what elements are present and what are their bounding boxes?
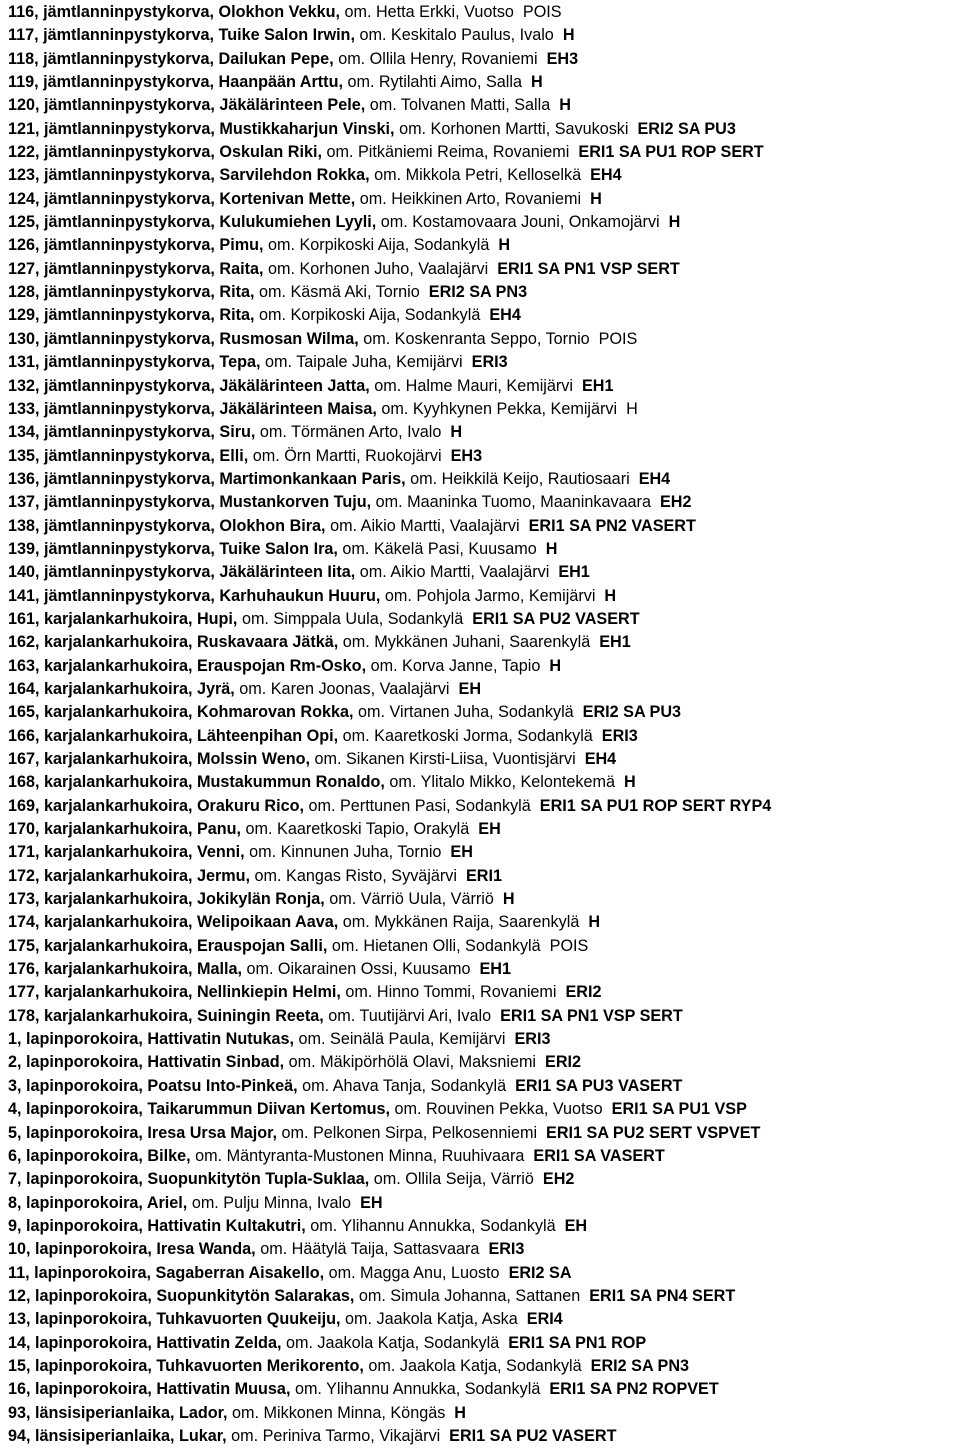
- owner-info: om. Rouvinen Pekka, Vuotso: [394, 1100, 603, 1119]
- award-result: ERI1 SA PU1 VSP: [611, 1100, 747, 1119]
- dog-entry: 137, jämtlanninpystykorva, Mustankorven Tuju,: [8, 493, 372, 512]
- list-item: [8, 1285, 960, 1308]
- owner-info: om. Örn Martti, Ruokojärvi: [252, 446, 442, 465]
- list-item: [8, 771, 960, 794]
- award-result: H: [604, 586, 617, 605]
- dog-entry: 168, karjalankarhukoira, Mustakummun Ronaldo,: [8, 773, 385, 792]
- list-item: [8, 818, 960, 841]
- award-result: H: [562, 26, 575, 45]
- award-result: POIS: [549, 936, 589, 955]
- award-result: POIS: [598, 329, 638, 348]
- owner-info: om. Halme Mauri, Kemijärvi: [374, 376, 573, 395]
- dog-entry: 170, karjalankarhukoira, Panu,: [8, 820, 242, 839]
- owner-info: om. Kostamovaara Jouni, Onkamojärvi: [380, 213, 660, 232]
- award-result: EH: [458, 679, 482, 698]
- owner-info: om. Ollila Seija, Värriö: [373, 1170, 534, 1189]
- dog-entry: 165, karjalankarhukoira, Kohmarovan Rokka,: [8, 703, 354, 722]
- list-item: [8, 841, 960, 864]
- dog-entry: 138, jämtlanninpystykorva, Olokhon Bira,: [8, 516, 326, 535]
- list-item: [8, 1262, 960, 1285]
- owner-info: om. Korpikoski Aija, Sodankylä: [268, 236, 490, 255]
- award-result: ERI3: [601, 726, 638, 745]
- award-result: H: [549, 656, 562, 675]
- owner-info: om. Pulju Minna, Ivalo: [191, 1193, 352, 1212]
- owner-info: om. Hinno Tommi, Rovaniemi: [345, 983, 557, 1002]
- list-item: [8, 1238, 960, 1261]
- owner-info: om. Aikio Martti, Vaalajärvi: [359, 563, 550, 582]
- dog-entry: 5, lapinporokoira, Iresa Ursa Major,: [8, 1123, 277, 1142]
- dog-entry: 124, jämtlanninpystykorva, Kortenivan Mette,: [8, 189, 356, 208]
- dog-entry: 9, lapinporokoira, Hattivatin Kultakutri,: [8, 1216, 306, 1235]
- owner-info: om. Koskenranta Seppo, Tornio: [363, 329, 590, 348]
- owner-info: om. Jaakola Katja, Sodankylä: [285, 1333, 500, 1352]
- list-item: [8, 328, 960, 351]
- award-result: EH2: [542, 1170, 575, 1189]
- list-item: [8, 655, 960, 678]
- owner-info: om. Kaaretkoski Jorma, Sodankylä: [342, 726, 593, 745]
- dog-entry: 6, lapinporokoira, Bilke,: [8, 1146, 191, 1165]
- owner-info: om. Häätylä Taija, Sattasvaara: [260, 1240, 480, 1259]
- award-result: H: [623, 773, 636, 792]
- dog-entry: 128, jämtlanninpystykorva, Rita,: [8, 283, 255, 302]
- list-item: [8, 1425, 960, 1448]
- award-result: H: [498, 236, 511, 255]
- owner-info: om. Seinälä Paula, Kemijärvi: [298, 1030, 506, 1049]
- owner-info: om. Ylihannu Annukka, Sodankylä: [310, 1216, 556, 1235]
- award-result: EH: [450, 843, 473, 862]
- list-item: [8, 1355, 960, 1378]
- list-item: [8, 304, 960, 327]
- owner-info: om. Korpikoski Aija, Sodankylä: [259, 306, 481, 325]
- list-item: [8, 445, 960, 468]
- award-result: EH: [564, 1216, 588, 1235]
- award-result: H: [590, 189, 602, 208]
- award-result: EH1: [479, 960, 511, 979]
- owner-info: om. Simula Johanna, Sattanen: [358, 1286, 581, 1305]
- dog-entry: 140, jämtlanninpystykorva, Jäkälärinteen Iita,: [8, 563, 356, 582]
- dog-entry: 161, karjalankarhukoira, Hupi,: [8, 609, 238, 628]
- owner-info: om. Simppala Uula, Sodankylä: [241, 609, 464, 628]
- dog-entry: 126, jämtlanninpystykorva, Pimu,: [8, 236, 264, 255]
- owner-info: om. Ollila Henry, Rovaniemi: [338, 49, 538, 68]
- award-result: ERI2: [545, 1053, 582, 1072]
- list-item: [8, 234, 960, 257]
- award-result: H: [588, 913, 601, 932]
- list-item: [8, 421, 960, 444]
- list-item: [8, 1332, 960, 1355]
- dog-entry: 94, länsisiperianlaika, Lukar,: [8, 1426, 227, 1445]
- list-item: [8, 865, 960, 888]
- list-item: [8, 1122, 960, 1145]
- award-result: ERI1 SA PU3 VASERT: [515, 1076, 683, 1095]
- owner-info: om. Kaaretkoski Tapio, Orakylä: [245, 820, 470, 839]
- dog-entry: 7, lapinporokoira, Suopunkitytön Tupla-Suklaa,: [8, 1170, 370, 1189]
- list-item: [8, 1192, 960, 1215]
- owner-info: om. Käkelä Pasi, Kuusamo: [342, 539, 537, 558]
- owner-info: om. Heikkinen Arto, Rovaniemi: [359, 189, 582, 208]
- list-item: [8, 188, 960, 211]
- list-item: [8, 164, 960, 187]
- dog-entry: 127, jämtlanninpystykorva, Raita,: [8, 259, 264, 278]
- dog-entry: 134, jämtlanninpystykorva, Siru,: [8, 423, 256, 442]
- award-result: ERI2 SA PU3: [582, 703, 682, 722]
- award-result: EH1: [558, 563, 590, 582]
- dog-entry: 175, karjalankarhukoira, Erauspojan Salli,: [8, 936, 328, 955]
- list-item: [8, 1005, 960, 1028]
- list-item: [8, 701, 960, 724]
- owner-info: om. Mykkänen Raija, Saarenkylä: [342, 913, 580, 932]
- owner-info: om. Aikio Martti, Vaalajärvi: [330, 516, 520, 535]
- list-item: [8, 351, 960, 374]
- list-item: [8, 141, 960, 164]
- dog-entry: 120, jämtlanninpystykorva, Jäkälärinteen Pele,: [8, 96, 366, 115]
- award-result: ERI3: [471, 353, 508, 372]
- award-result: POIS: [522, 3, 562, 21]
- award-result: ERI3: [514, 1030, 551, 1049]
- owner-info: om. Magga Anu, Luosto: [328, 1263, 500, 1282]
- dog-entry: 173, karjalankarhukoira, Jokikylän Ronja,: [8, 890, 325, 909]
- owner-info: om. Mikkola Petri, Kelloselkä: [374, 166, 582, 185]
- award-result: ERI1: [465, 866, 502, 885]
- list-item: [8, 48, 960, 71]
- dog-entry: 177, karjalankarhukoira, Nellinkiepin Helmi,: [8, 983, 341, 1002]
- dog-entry: 129, jämtlanninpystykorva, Rita,: [8, 306, 255, 325]
- dog-entry: 93, länsisiperianlaika, Lador,: [8, 1403, 228, 1422]
- owner-info: om. Tuutijärvi Ari, Ivalo: [328, 1006, 492, 1025]
- owner-info: om. Kinnunen Juha, Tornio: [249, 843, 442, 862]
- award-result: EH: [478, 820, 501, 839]
- list-item: [8, 1402, 960, 1425]
- owner-info: om. Mäkipörhölä Olavi, Maksniemi: [288, 1053, 537, 1072]
- award-result: H: [502, 890, 515, 909]
- award-result: EH3: [546, 49, 579, 68]
- dog-entry: 141, jämtlanninpystykorva, Karhuhaukun Huuru,: [8, 586, 381, 605]
- dog-entry: 12, lapinporokoira, Suopunkitytön Salarakas,: [8, 1286, 355, 1305]
- owner-info: om. Pelkonen Sirpa, Pelkosenniemi: [281, 1123, 538, 1142]
- list-item: [8, 585, 960, 608]
- dog-entry: 1, lapinporokoira, Hattivatin Nutukas,: [8, 1030, 295, 1049]
- list-item: [8, 725, 960, 748]
- dog-entry: 164, karjalankarhukoira, Jyrä,: [8, 679, 235, 698]
- owner-info: om. Jaakola Katja, Sodankylä: [368, 1356, 582, 1375]
- award-result: ERI2 SA PN3: [590, 1356, 690, 1375]
- dog-entry: 116, jämtlanninpystykorva, Olokhon Vekku,: [8, 3, 340, 21]
- owner-info: om. Mykkänen Juhani, Saarenkylä: [342, 633, 591, 652]
- dog-entry: 169, karjalankarhukoira, Orakuru Rico,: [8, 796, 305, 815]
- dog-entry: 16, lapinporokoira, Hattivatin Muusa,: [8, 1380, 291, 1399]
- award-result: H: [450, 423, 463, 442]
- dog-entry: 178, karjalankarhukoira, Suiningin Reeta,: [8, 1006, 324, 1025]
- owner-info: om. Rytilahti Aimo, Salla: [347, 73, 522, 92]
- list-item: [8, 468, 960, 491]
- award-result: EH1: [599, 633, 631, 652]
- dog-entry: 11, lapinporokoira, Sagaberran Aisakello,: [8, 1263, 325, 1282]
- award-result: H: [545, 539, 558, 558]
- list-item: [8, 1308, 960, 1331]
- owner-info: om. Ahava Tanja, Sodankylä: [302, 1076, 507, 1095]
- dog-entry: 167, karjalankarhukoira, Molssin Weno,: [8, 750, 310, 768]
- dog-entry: 15, lapinporokoira, Tuhkavuorten Merikorento,: [8, 1356, 364, 1375]
- dog-entry: 172, karjalankarhukoira, Jermu,: [8, 866, 251, 885]
- award-result: ERI1 SA PU2 VASERT: [449, 1426, 617, 1445]
- award-result: ERI3: [488, 1240, 525, 1259]
- list-item: [8, 981, 960, 1004]
- dog-entry: 118, jämtlanninpystykorva, Dailukan Pepe,: [8, 49, 334, 68]
- owner-info: om. Ylihannu Annukka, Sodankylä: [294, 1380, 541, 1399]
- award-result: EH4: [489, 306, 521, 325]
- dog-entry: 125, jämtlanninpystykorva, Kulukumiehen Lyyli,: [8, 213, 377, 232]
- list-item: [8, 748, 960, 771]
- award-result: ERI1 SA PN1 VSP SERT: [497, 259, 680, 278]
- owner-info: om. Jaakola Katja, Aska: [345, 1310, 518, 1329]
- dog-entry: 135, jämtlanninpystykorva, Elli,: [8, 446, 249, 465]
- list-item: [8, 1, 960, 24]
- dog-entry: 133, jämtlanninpystykorva, Jäkälärinteen Maisa,: [8, 399, 377, 418]
- owner-info: om. Karen Joonas, Vaalajärvi: [239, 679, 450, 698]
- award-result: ERI1 SA VASERT: [533, 1146, 665, 1165]
- list-item: [8, 1168, 960, 1191]
- award-result: EH4: [584, 750, 617, 768]
- award-result: ERI1 SA PN1 ROP: [508, 1333, 647, 1352]
- award-result: EH4: [638, 469, 671, 488]
- owner-info: om. Korhonen Martti, Savukoski: [399, 119, 629, 138]
- award-result: H: [668, 213, 681, 232]
- list-item: [8, 795, 960, 818]
- list-item: [8, 911, 960, 934]
- list-item: [8, 888, 960, 911]
- list-item: [8, 118, 960, 141]
- award-result: H: [530, 73, 543, 92]
- list-item: [8, 491, 960, 514]
- award-result: ERI2 SA PN3: [428, 283, 528, 302]
- dog-entry: 139, jämtlanninpystykorva, Tuike Salon Ira,: [8, 539, 338, 558]
- dog-entry: 13, lapinporokoira, Tuhkavuorten Quukeiju,: [8, 1310, 341, 1329]
- list-item: [8, 281, 960, 304]
- dog-entry: 171, karjalankarhukoira, Venni,: [8, 843, 245, 862]
- dog-entry: 176, karjalankarhukoira, Malla,: [8, 960, 242, 979]
- owner-info: om. Mikkonen Minna, Köngäs: [232, 1403, 446, 1422]
- dog-entry: 117, jämtlanninpystykorva, Tuike Salon Irwin,: [8, 26, 355, 45]
- dog-entry: 166, karjalankarhukoira, Lähteenpihan Opi,: [8, 726, 339, 745]
- dog-entry: 10, lapinporokoira, Iresa Wanda,: [8, 1240, 256, 1259]
- list-item: [8, 538, 960, 561]
- award-result: ERI1 SA PU2 SERT VSPVET: [546, 1123, 761, 1142]
- award-result: H: [559, 96, 571, 115]
- list-item: [8, 398, 960, 421]
- owner-info: om. Keskitalo Paulus, Ivalo: [359, 26, 554, 45]
- list-item: [8, 608, 960, 631]
- owner-info: om. Korva Janne, Tapio: [370, 656, 541, 675]
- owner-info: om. Sikanen Kirsti-Liisa, Vuontisjärvi: [314, 750, 576, 768]
- dog-entry: 162, karjalankarhukoira, Ruskavaara Jätkä,: [8, 633, 339, 652]
- list-item: [8, 678, 960, 701]
- dog-entry: 132, jämtlanninpystykorva, Jäkälärinteen Jatta,: [8, 376, 370, 395]
- owner-info: om. Hetta Erkki, Vuotso: [344, 3, 514, 21]
- list-item: [8, 631, 960, 654]
- dog-entry: 174, karjalankarhukoira, Welipoikaan Aava,: [8, 913, 339, 932]
- list-item: [8, 258, 960, 281]
- dog-entry: 136, jämtlanninpystykorva, Martimonkankaan Paris,: [8, 469, 406, 488]
- dog-entry: 131, jämtlanninpystykorva, Tepa,: [8, 353, 261, 372]
- list-item: [8, 1378, 960, 1401]
- award-result: EH3: [450, 446, 483, 465]
- award-result: ERI1 SA PN1 VSP SERT: [500, 1006, 683, 1025]
- dog-entry: 130, jämtlanninpystykorva, Rusmosan Wilma,: [8, 329, 359, 348]
- award-result: EH2: [659, 493, 692, 512]
- list-item: [8, 211, 960, 234]
- award-result: EH: [360, 1193, 383, 1212]
- award-result: H: [626, 399, 638, 418]
- dog-entry: 123, jämtlanninpystykorva, Sarvilehdon Rokka,: [8, 166, 370, 185]
- award-result: EH1: [582, 376, 614, 395]
- list-item: [8, 1215, 960, 1238]
- owner-info: om. Periniva Tarmo, Vikajärvi: [231, 1426, 441, 1445]
- list-item: [8, 1075, 960, 1098]
- dog-entry: 3, lapinporokoira, Poatsu Into-Pinkeä,: [8, 1076, 298, 1095]
- award-result: ERI1 SA PU1 ROP SERT: [578, 143, 764, 162]
- owner-info: om. Värriö Uula, Värriö: [329, 890, 494, 909]
- award-result: ERI2 SA: [508, 1263, 572, 1282]
- dog-entry: 163, karjalankarhukoira, Erauspojan Rm-Osko,: [8, 656, 367, 675]
- owner-info: om. Maaninka Tuomo, Maaninkavaara: [375, 493, 651, 512]
- owner-info: om. Pohjola Jarmo, Kemijärvi: [384, 586, 596, 605]
- dog-entry: 122, jämtlanninpystykorva, Oskulan Riki,: [8, 143, 322, 162]
- dog-entry: 2, lapinporokoira, Hattivatin Sinbad,: [8, 1053, 285, 1072]
- award-result: ERI1 SA PU1 ROP SERT RYP4: [539, 796, 772, 815]
- list-item: [8, 935, 960, 958]
- dog-entry: 119, jämtlanninpystykorva, Haanpään Arttu,: [8, 73, 343, 92]
- dog-entry: 4, lapinporokoira, Taikarummun Diivan Kertomus,: [8, 1100, 390, 1119]
- owner-info: om. Pitkäniemi Reima, Rovaniemi: [326, 143, 570, 162]
- owner-info: om. Virtanen Juha, Sodankylä: [358, 703, 574, 722]
- dog-entry: 14, lapinporokoira, Hattivatin Zelda,: [8, 1333, 282, 1352]
- owner-info: om. Tolvanen Matti, Salla: [369, 96, 551, 115]
- list-item: [8, 561, 960, 584]
- list-item: [8, 1051, 960, 1074]
- owner-info: om. Perttunen Pasi, Sodankylä: [308, 796, 531, 815]
- list-item: [8, 1098, 960, 1121]
- list-item: [8, 1028, 960, 1051]
- list-item: [8, 1145, 960, 1168]
- award-result: ERI1 SA PU2 VASERT: [472, 609, 640, 628]
- list-item: [8, 71, 960, 94]
- list-item: [8, 375, 960, 398]
- list-item: [8, 515, 960, 538]
- owner-info: om. Mäntyranta-Mustonen Minna, Ruuhivaara: [195, 1146, 525, 1165]
- award-result: ERI1 SA PN2 VASERT: [528, 516, 696, 535]
- owner-info: om. Käsmä Aki, Tornio: [259, 283, 420, 302]
- award-result: ERI4: [526, 1310, 563, 1329]
- owner-info: om. Ylitalo Mikko, Kelontekemä: [389, 773, 615, 792]
- owner-info: om. Kangas Risto, Syväjärvi: [254, 866, 457, 885]
- owner-info: om. Heikkilä Keijo, Rautiosaari: [410, 469, 630, 488]
- award-result: H: [454, 1403, 466, 1422]
- owner-info: om. Törmänen Arto, Ivalo: [259, 423, 442, 442]
- award-result: ERI2: [565, 983, 602, 1002]
- dog-entry: 8, lapinporokoira, Ariel,: [8, 1193, 188, 1212]
- owner-info: om. Korhonen Juho, Vaalajärvi: [268, 259, 489, 278]
- list-item: [8, 958, 960, 981]
- award-result: ERI1 SA PN2 ROPVET: [549, 1380, 719, 1399]
- award-result: ERI1 SA PN4 SERT: [589, 1286, 736, 1305]
- award-result: EH4: [590, 166, 622, 185]
- list-item: [8, 24, 960, 47]
- award-result: ERI2 SA PU3: [637, 119, 736, 138]
- owner-info: om. Taipale Juha, Kemijärvi: [265, 353, 463, 372]
- list-item: [8, 94, 960, 117]
- owner-info: om. Oikarainen Ossi, Kuusamo: [246, 960, 471, 979]
- dog-entry: 121, jämtlanninpystykorva, Mustikkaharjun Vinski,: [8, 119, 395, 138]
- owner-info: om. Kyyhkynen Pekka, Kemijärvi: [381, 399, 618, 418]
- owner-info: om. Hietanen Olli, Sodankylä: [331, 936, 541, 955]
